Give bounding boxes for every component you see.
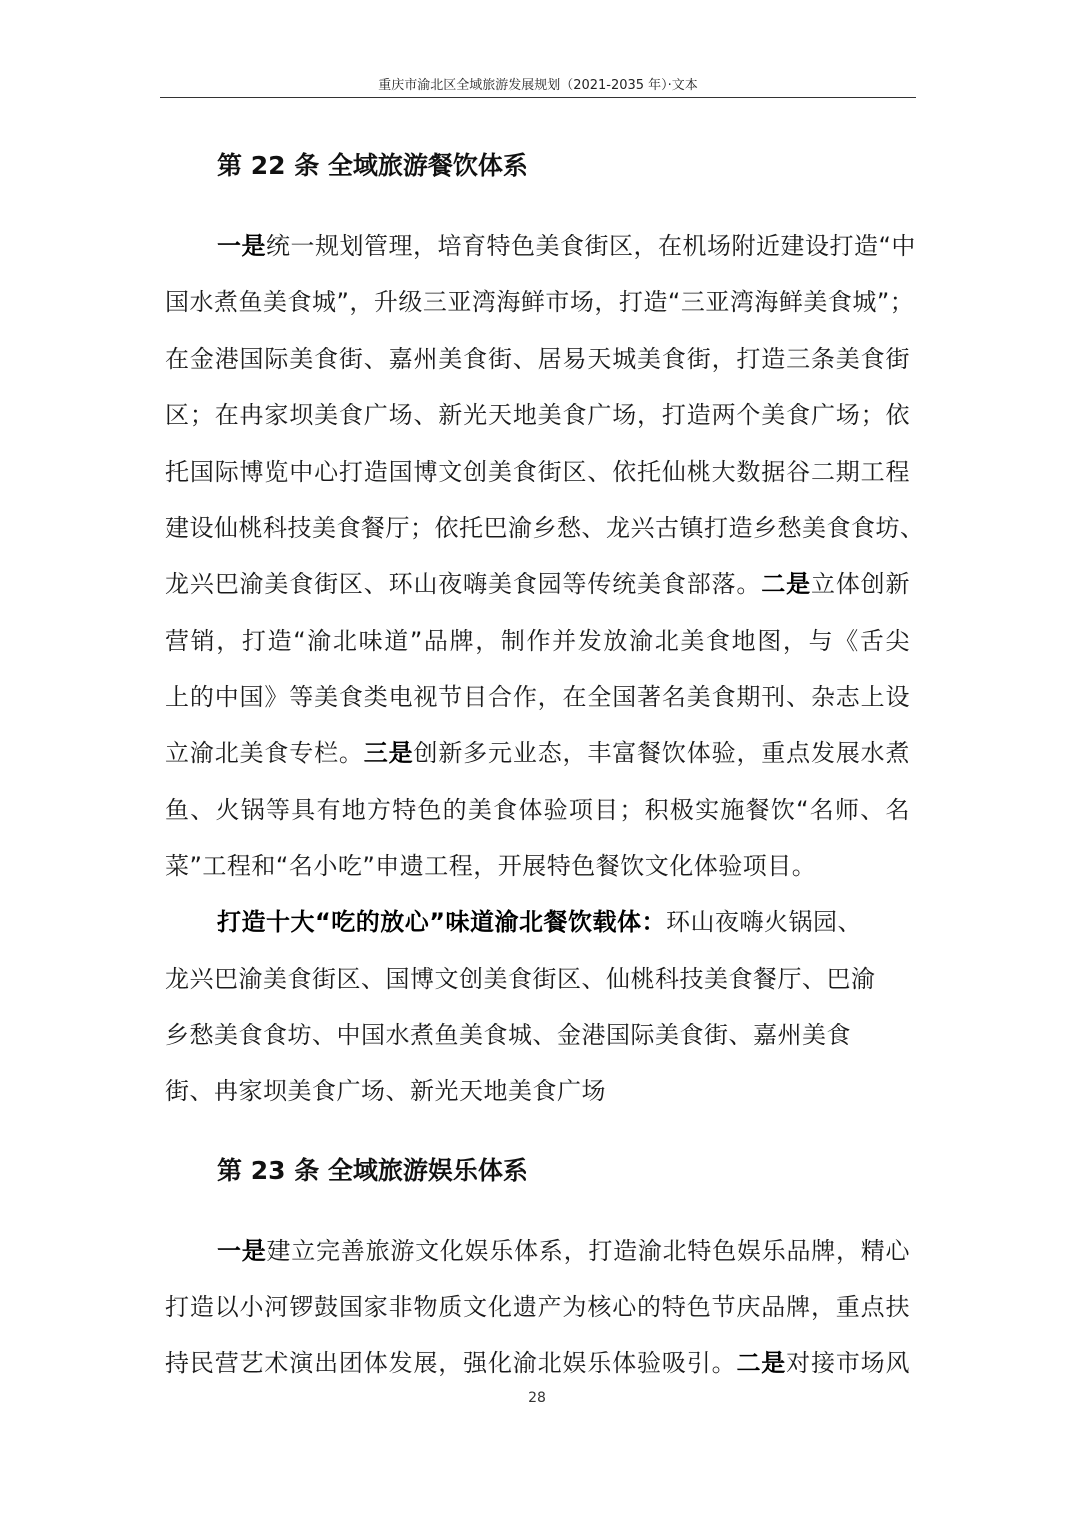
header-divider <box>160 97 916 98</box>
section-heading-23: 第 23 条 全域旅游娱乐体系 <box>217 1156 528 1185</box>
paragraph-line: 一是建立完善旅游文化娱乐体系，打造渝北特色娱乐品牌，精心 <box>217 1237 911 1265</box>
paragraph-line: 建设仙桃科技美食餐厅；依托巴渝乡愁、龙兴古镇打造乡愁美食食坊、 <box>165 514 925 542</box>
paragraph-line: 在金港国际美食街、嘉州美食街、居易天城美食街，打造三条美食街 <box>165 345 910 373</box>
paragraph-line: 持民营艺术演出团体发展，强化渝北娱乐体验吸引。二是对接市场风 <box>165 1349 911 1377</box>
paragraph-line: 托国际博览中心打造国博文创美食街区、依托仙桃大数据谷二期工程 <box>165 458 910 486</box>
lead-emphasis: 二是 <box>736 1349 787 1377</box>
running-header-title: 重庆市渝北区全域旅游发展规划（2021-2035 年）·文本 <box>378 78 698 93</box>
lead-emphasis: 一是 <box>217 232 266 260</box>
paragraph-line: 菜”工程和“名小吃”申遗工程，开展特色餐饮文化体验项目。 <box>165 852 817 880</box>
lead-emphasis: 一是 <box>217 1237 267 1265</box>
paragraph-line: 打造以小河锣鼓国家非物质文化遗产为核心的特色节庆品牌，重点扶 <box>165 1293 910 1321</box>
section-heading-22: 第 22 条 全域旅游餐饮体系 <box>217 151 528 180</box>
paragraph-line: 营销，打造“渝北味道”品牌，制作并发放渝北美食地图，与《舌尖 <box>165 627 910 655</box>
lead-emphasis: 二是 <box>761 570 811 598</box>
lead-emphasis: 打造十大“吃的放心”味道渝北餐饮载体： <box>217 908 667 936</box>
paragraph-line: 立渝北美食专栏。三是创新多元业态，丰富餐饮体验，重点发展水煮 <box>165 739 911 767</box>
paragraph-line: 打造十大“吃的放心”味道渝北餐饮载体：环山夜嗨火锅园、 <box>217 908 863 936</box>
paragraph-line: 国水煮鱼美食城”，升级三亚湾海鲜市场，打造“三亚湾海鲜美食城”； <box>165 288 915 316</box>
paragraph-line: 一是统一规划管理，培育特色美食街区，在机场附近建设打造“中 <box>217 232 916 260</box>
paragraph-line: 上的中国》等美食类电视节目合作，在全国著名美食期刊、杂志上设 <box>165 683 910 711</box>
paragraph-line: 区；在冉家坝美食广场、新光天地美食广场，打造两个美食广场；依 <box>165 401 910 429</box>
paragraph-line: 龙兴巴渝美食街区、国博文创美食街区、仙桃科技美食餐厅、巴渝 <box>165 965 876 993</box>
paragraph-line: 街、冉家坝美食广场、新光天地美食广场 <box>165 1077 606 1105</box>
paragraph-line: 龙兴巴渝美食街区、环山夜嗨美食园等传统美食部落。二是立体创新 <box>165 570 911 598</box>
page-number: 28 <box>528 1390 546 1406</box>
paragraph-line: 乡愁美食食坊、中国水煮鱼美食城、金港国际美食街、嘉州美食 <box>165 1021 851 1049</box>
paragraph-line: 鱼、火锅等具有地方特色的美食体验项目；积极实施餐饮“名师、名 <box>165 796 910 824</box>
lead-emphasis: 三是 <box>363 739 414 767</box>
